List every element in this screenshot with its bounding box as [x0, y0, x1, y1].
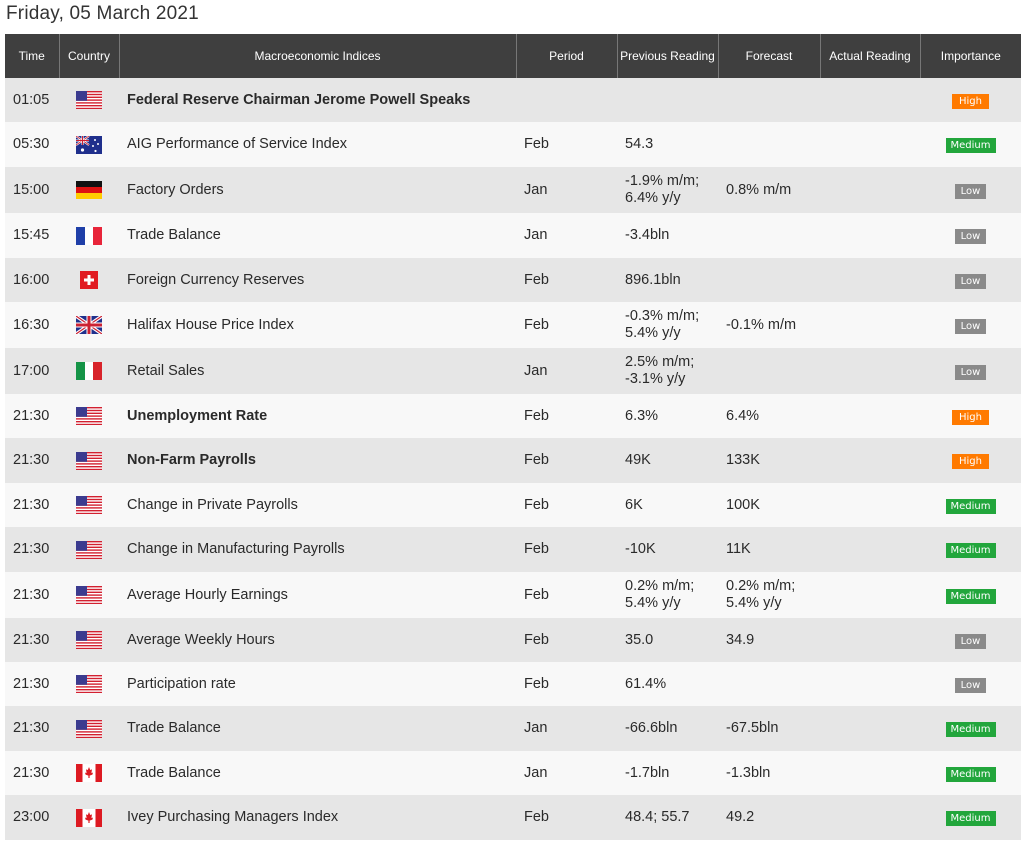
cell-actual-reading	[820, 394, 920, 438]
cell-country	[59, 751, 119, 795]
cell-forecast	[718, 78, 820, 122]
cell-time: 16:00	[5, 258, 59, 302]
cell-country	[59, 258, 119, 302]
ch-flag-icon	[76, 271, 102, 289]
importance-badge: Medium	[946, 589, 996, 604]
cell-indicator: Trade Balance	[119, 706, 516, 751]
cell-period: Feb	[516, 572, 617, 618]
cell-country	[59, 302, 119, 348]
cell-time: 21:30	[5, 662, 59, 706]
cell-importance	[920, 483, 1021, 527]
importance-badge: Medium	[946, 499, 996, 514]
table-row	[5, 167, 1021, 213]
cell-previous-reading: 49K	[617, 438, 718, 483]
cell-forecast: 11K	[718, 527, 820, 572]
cell-previous-reading: 2.5% m/m; -3.1% y/y	[617, 348, 718, 394]
cell-country	[59, 167, 119, 213]
cell-importance	[920, 572, 1021, 618]
cell-country	[59, 122, 119, 167]
table-row	[5, 302, 1021, 348]
table-row	[5, 618, 1021, 662]
table-row	[5, 662, 1021, 706]
table-row	[5, 438, 1021, 483]
cell-previous-reading: 54.3	[617, 122, 718, 167]
cell-country	[59, 78, 119, 122]
table-row	[5, 795, 1021, 840]
fr-flag-icon	[76, 227, 102, 245]
cell-period: Feb	[516, 483, 617, 527]
header-country: Country	[59, 34, 119, 78]
cell-country	[59, 483, 119, 527]
us-flag-icon	[76, 541, 102, 559]
cell-forecast: 133K	[718, 438, 820, 483]
cell-period: Feb	[516, 527, 617, 572]
cell-period: Jan	[516, 751, 617, 795]
cell-importance	[920, 618, 1021, 662]
cell-indicator: Ivey Purchasing Managers Index	[119, 795, 516, 840]
importance-badge: Low	[955, 319, 987, 334]
cell-importance	[920, 258, 1021, 302]
cell-previous-reading: -1.9% m/m; 6.4% y/y	[617, 167, 718, 213]
header-previous-reading: Previous Reading	[617, 34, 718, 78]
cell-indicator: Unemployment Rate	[119, 394, 516, 438]
importance-badge: Low	[955, 365, 987, 380]
cell-indicator: Foreign Currency Reserves	[119, 258, 516, 302]
cell-time: 15:45	[5, 213, 59, 258]
cell-previous-reading: -3.4bln	[617, 213, 718, 258]
importance-badge: Medium	[946, 811, 996, 826]
table-row	[5, 483, 1021, 527]
cell-actual-reading	[820, 167, 920, 213]
cell-forecast: -0.1% m/m	[718, 302, 820, 348]
cell-country	[59, 527, 119, 572]
importance-badge: Medium	[946, 767, 996, 782]
cell-indicator: Factory Orders	[119, 167, 516, 213]
header-actual-reading: Actual Reading	[820, 34, 920, 78]
cell-actual-reading	[820, 213, 920, 258]
cell-period	[516, 78, 617, 122]
cell-actual-reading	[820, 483, 920, 527]
header-forecast: Forecast	[718, 34, 820, 78]
importance-badge: Low	[955, 634, 987, 649]
cell-country	[59, 438, 119, 483]
importance-badge: Low	[955, 184, 987, 199]
cell-time: 21:30	[5, 706, 59, 751]
cell-previous-reading: 35.0	[617, 618, 718, 662]
importance-badge: Medium	[946, 722, 996, 737]
cell-forecast: -67.5bln	[718, 706, 820, 751]
cell-importance	[920, 78, 1021, 122]
cell-country	[59, 348, 119, 394]
cell-time: 21:30	[5, 483, 59, 527]
de-flag-icon	[76, 181, 102, 199]
us-flag-icon	[76, 496, 102, 514]
cell-importance	[920, 213, 1021, 258]
cell-period: Jan	[516, 348, 617, 394]
table-row	[5, 78, 1021, 122]
importance-badge: High	[952, 454, 989, 469]
cell-indicator: Change in Manufacturing Payrolls	[119, 527, 516, 572]
cell-time: 15:00	[5, 167, 59, 213]
cell-time: 16:30	[5, 302, 59, 348]
cell-country	[59, 706, 119, 751]
table-row	[5, 348, 1021, 394]
cell-importance	[920, 527, 1021, 572]
cell-indicator: Change in Private Payrolls	[119, 483, 516, 527]
cell-actual-reading	[820, 438, 920, 483]
cell-time: 05:30	[5, 122, 59, 167]
cell-forecast: 0.8% m/m	[718, 167, 820, 213]
cell-forecast: 0.2% m/m; 5.4% y/y	[718, 572, 820, 618]
cell-importance	[920, 751, 1021, 795]
cell-time: 21:30	[5, 527, 59, 572]
cell-country	[59, 394, 119, 438]
importance-badge: Medium	[946, 543, 996, 558]
cell-forecast: 49.2	[718, 795, 820, 840]
table-row	[5, 122, 1021, 167]
page-title: Friday, 05 March 2021	[6, 3, 199, 24]
cell-indicator: Trade Balance	[119, 751, 516, 795]
header-time: Time	[5, 34, 59, 78]
us-flag-icon	[76, 720, 102, 738]
importance-badge: High	[952, 94, 989, 109]
cell-previous-reading: 6K	[617, 483, 718, 527]
cell-actual-reading	[820, 527, 920, 572]
cell-forecast: 6.4%	[718, 394, 820, 438]
cell-previous-reading: 48.4; 55.7	[617, 795, 718, 840]
cell-actual-reading	[820, 258, 920, 302]
cell-importance	[920, 706, 1021, 751]
cell-country	[59, 213, 119, 258]
table-row	[5, 572, 1021, 618]
importance-badge: Medium	[946, 138, 996, 153]
us-flag-icon	[76, 91, 102, 109]
cell-previous-reading	[617, 78, 718, 122]
importance-badge: Low	[955, 678, 987, 693]
cell-previous-reading: 61.4%	[617, 662, 718, 706]
us-flag-icon	[76, 675, 102, 693]
cell-forecast: 100K	[718, 483, 820, 527]
cell-forecast	[718, 122, 820, 167]
header-macroeconomic-indices: Macroeconomic Indices	[119, 34, 516, 78]
uk-flag-icon	[76, 316, 102, 334]
importance-badge: Low	[955, 274, 987, 289]
cell-indicator: AIG Performance of Service Index	[119, 122, 516, 167]
cell-period: Feb	[516, 122, 617, 167]
cell-period: Feb	[516, 795, 617, 840]
importance-badge: High	[952, 410, 989, 425]
table-header-row	[5, 34, 1021, 78]
cell-time: 21:30	[5, 438, 59, 483]
cell-period: Feb	[516, 618, 617, 662]
cell-actual-reading	[820, 348, 920, 394]
cell-time: 21:30	[5, 751, 59, 795]
us-flag-icon	[76, 631, 102, 649]
cell-period: Feb	[516, 394, 617, 438]
cell-period: Feb	[516, 662, 617, 706]
importance-badge: Low	[955, 229, 987, 244]
cell-indicator: Retail Sales	[119, 348, 516, 394]
cell-country	[59, 572, 119, 618]
us-flag-icon	[76, 407, 102, 425]
cell-importance	[920, 438, 1021, 483]
cell-indicator: Halifax House Price Index	[119, 302, 516, 348]
cell-previous-reading: -0.3% m/m; 5.4% y/y	[617, 302, 718, 348]
cell-previous-reading: 6.3%	[617, 394, 718, 438]
cell-forecast	[718, 348, 820, 394]
cell-indicator: Federal Reserve Chairman Jerome Powell Speaks	[119, 78, 516, 122]
cell-forecast	[718, 662, 820, 706]
ca-flag-icon	[76, 809, 102, 827]
cell-time: 21:30	[5, 572, 59, 618]
cell-previous-reading: 0.2% m/m; 5.4% y/y	[617, 572, 718, 618]
table-row	[5, 213, 1021, 258]
cell-actual-reading	[820, 706, 920, 751]
cell-indicator: Participation rate	[119, 662, 516, 706]
cell-importance	[920, 394, 1021, 438]
cell-forecast: -1.3bln	[718, 751, 820, 795]
cell-actual-reading	[820, 751, 920, 795]
cell-indicator: Average Hourly Earnings	[119, 572, 516, 618]
cell-time: 01:05	[5, 78, 59, 122]
cell-previous-reading: 896.1bln	[617, 258, 718, 302]
cell-period: Jan	[516, 706, 617, 751]
cell-period: Jan	[516, 213, 617, 258]
cell-period: Feb	[516, 258, 617, 302]
cell-actual-reading	[820, 662, 920, 706]
table-row	[5, 394, 1021, 438]
cell-actual-reading	[820, 302, 920, 348]
us-flag-icon	[76, 586, 102, 604]
cell-time: 21:30	[5, 394, 59, 438]
cell-previous-reading: -66.6bln	[617, 706, 718, 751]
table-row	[5, 258, 1021, 302]
cell-importance	[920, 122, 1021, 167]
cell-time: 17:00	[5, 348, 59, 394]
table-row	[5, 706, 1021, 751]
cell-forecast	[718, 213, 820, 258]
cell-actual-reading	[820, 122, 920, 167]
economic-calendar-table	[5, 34, 1021, 840]
cell-country	[59, 618, 119, 662]
ca-flag-icon	[76, 764, 102, 782]
cell-previous-reading: -1.7bln	[617, 751, 718, 795]
cell-actual-reading	[820, 78, 920, 122]
cell-actual-reading	[820, 572, 920, 618]
header-period: Period	[516, 34, 617, 78]
cell-forecast	[718, 258, 820, 302]
cell-period: Jan	[516, 167, 617, 213]
cell-forecast: 34.9	[718, 618, 820, 662]
table-row	[5, 527, 1021, 572]
cell-importance	[920, 662, 1021, 706]
cell-previous-reading: -10K	[617, 527, 718, 572]
cell-indicator: Trade Balance	[119, 213, 516, 258]
cell-importance	[920, 348, 1021, 394]
cell-time: 23:00	[5, 795, 59, 840]
cell-country	[59, 662, 119, 706]
table-row	[5, 751, 1021, 795]
header-importance: Importance	[920, 34, 1021, 78]
cell-indicator: Average Weekly Hours	[119, 618, 516, 662]
cell-importance	[920, 302, 1021, 348]
cell-actual-reading	[820, 618, 920, 662]
it-flag-icon	[76, 362, 102, 380]
cell-importance	[920, 795, 1021, 840]
cell-period: Feb	[516, 438, 617, 483]
cell-period: Feb	[516, 302, 617, 348]
cell-importance	[920, 167, 1021, 213]
cell-country	[59, 795, 119, 840]
cell-time: 21:30	[5, 618, 59, 662]
us-flag-icon	[76, 452, 102, 470]
cell-actual-reading	[820, 795, 920, 840]
cell-indicator: Non-Farm Payrolls	[119, 438, 516, 483]
au-flag-icon	[76, 136, 102, 154]
